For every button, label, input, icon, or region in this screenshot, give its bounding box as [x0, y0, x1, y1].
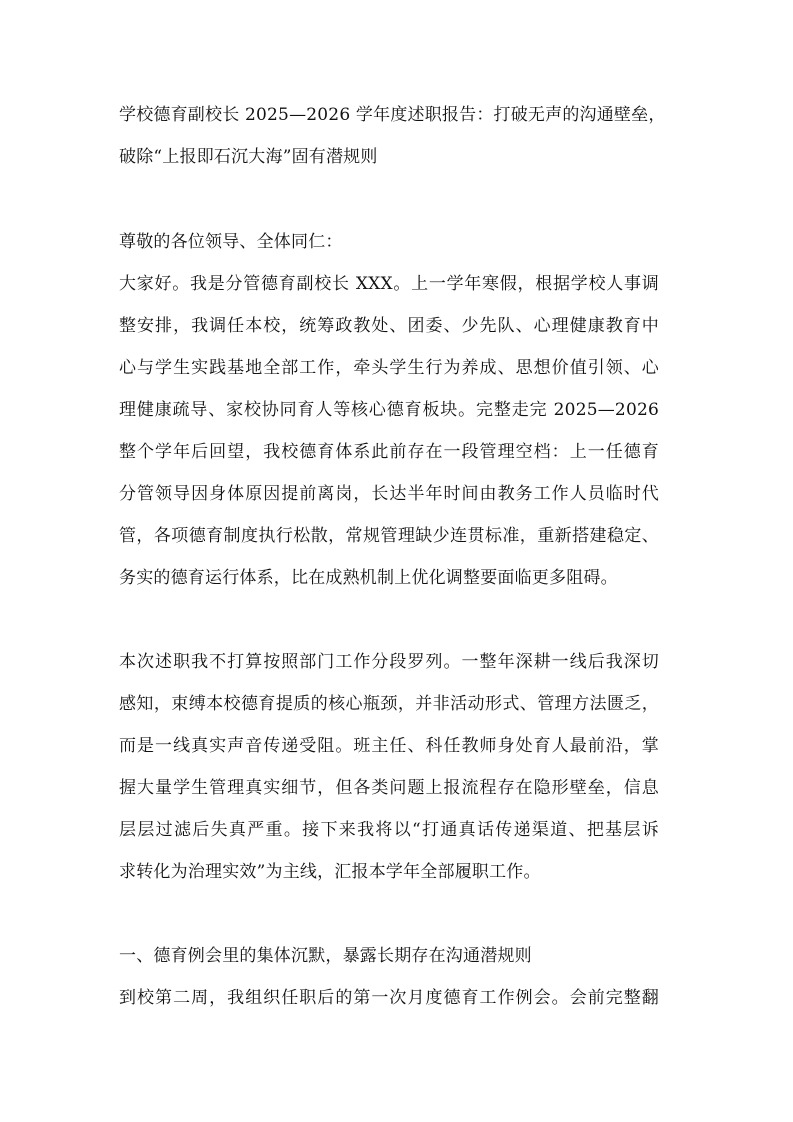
section1-heading: 一、德育例会里的集体沉默，暴露长期存在沟通潜规则 — [119, 946, 532, 966]
section1-line-1: 到校第二周，我组织任职后的第一次月度德育工作例会。会前完整翻 — [119, 988, 659, 1008]
paragraph1-line-1: 大家好。我是分管德育副校长 XXX。上一学年寒假，根据学校人事调 — [119, 274, 659, 294]
paragraph1-line-6: 分管领导因身体原因提前离岗，长达半年时间由教务工作人员临时代 — [119, 484, 659, 504]
paragraph1-line-5: 整个学年后回望，我校德育体系此前存在一段管理空档：上一任德育 — [119, 442, 659, 462]
salutation: 尊敬的各位领导、全体同仁： — [119, 232, 343, 252]
document-title-line-2: 破除“上报即石沉大海”固有潜规则 — [119, 147, 378, 167]
paragraph2-line-3: 而是一线真实声音传递受阻。班主任、科任教师身处育人最前沿，掌 — [119, 736, 659, 756]
paragraph2-line-5: 层层过滤后失真严重。接下来我将以“打通真话传递渠道、把基层诉 — [119, 820, 659, 840]
paragraph2-line-6: 求转化为治理实效”为主线，汇报本学年全部履职工作。 — [119, 862, 541, 882]
paragraph1-line-2: 整安排，我调任本校，统筹政教处、团委、少先队、心理健康教育中 — [119, 316, 659, 336]
paragraph2-line-4: 握大量学生管理真实细节，但各类问题上报流程存在隐形壁垒，信息 — [119, 778, 659, 798]
paragraph1-line-4: 理健康疏导、家校协同育人等核心德育板块。完整走完 2025—2026 — [119, 400, 659, 420]
document-title-line-1: 学校德育副校长 2025—2026 学年度述职报告：打破无声的沟通壁垒， — [119, 105, 666, 125]
paragraph2-line-1: 本次述职我不打算按照部门工作分段罗列。一整年深耕一线后我深切 — [119, 652, 659, 672]
paragraph2-line-2: 感知，束缚本校德育提质的核心瓶颈，并非活动形式、管理方法匮乏， — [119, 694, 659, 714]
paragraph1-line-3: 心与学生实践基地全部工作，牵头学生行为养成、思想价值引领、心 — [119, 358, 659, 378]
paragraph1-line-7: 管，各项德育制度执行松散，常规管理缺少连贯标准，重新搭建稳定、 — [119, 526, 659, 546]
paragraph1-line-8: 务实的德育运行体系，比在成熟机制上优化调整要面临更多阻碍。 — [119, 568, 618, 588]
